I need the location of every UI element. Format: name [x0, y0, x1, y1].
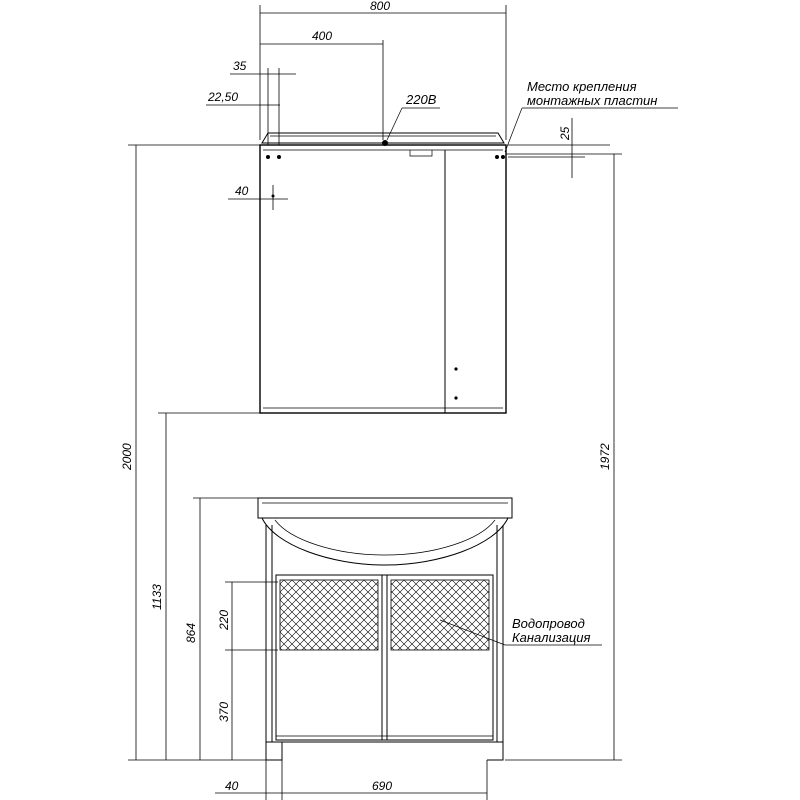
- mirror-body: [260, 145, 506, 413]
- dim-1133: [150, 413, 262, 760]
- dim-22-50: [206, 90, 280, 105]
- mount-hole-right-2: [501, 155, 505, 159]
- dim-864-label: 864: [184, 622, 198, 643]
- mount-hole-left-2: [277, 155, 281, 159]
- mount-hole-right-1: [495, 155, 499, 159]
- dim-400: [260, 29, 383, 140]
- dim-400-label: 400: [312, 29, 333, 43]
- dim-35-label: 35: [233, 59, 247, 73]
- dim-370: [217, 702, 231, 722]
- mirror-cabinet: [260, 133, 506, 413]
- dim-220: [217, 582, 278, 760]
- water-supply-label: Водопровод: [512, 616, 585, 631]
- dim-1133-label: 1133: [150, 584, 164, 610]
- mesh-panel-right: [391, 580, 489, 650]
- dim-25-label: 25: [558, 126, 572, 140]
- dim-22-50-label: 22,50: [208, 90, 239, 104]
- dim-35: [230, 59, 296, 145]
- mounting-label-line2: монтажных пластин: [527, 93, 658, 108]
- dim-370-label: 370: [217, 701, 231, 722]
- mount-hole-left-1: [266, 155, 270, 159]
- dim-40-bottom: [215, 760, 282, 800]
- sewage-label: Канализация: [512, 630, 591, 645]
- dim-40-bottom-label: 40: [225, 779, 239, 793]
- sink-top: [258, 498, 512, 518]
- dim-25: [508, 118, 610, 178]
- dim-1972-label: 1972: [598, 443, 612, 470]
- basin: [262, 518, 508, 565]
- dim-40-top-label: 40: [235, 184, 249, 198]
- socket-label: 220В: [406, 92, 437, 107]
- mounting-callout: [505, 79, 678, 152]
- dim-40-top: [228, 184, 288, 210]
- dim-220-label: 220: [217, 609, 231, 630]
- dim-690: [282, 760, 487, 800]
- dim-690-label: 690: [372, 779, 393, 793]
- dim-2000: [120, 145, 266, 760]
- vanity-unit: [258, 498, 512, 760]
- dim-1972: [505, 154, 622, 760]
- socket-icon: [382, 140, 388, 146]
- mounting-label-line1: Место крепления: [527, 79, 637, 94]
- dim-800-label: 800: [370, 0, 391, 13]
- mesh-panel-left: [280, 580, 378, 650]
- dim-2000-label: 2000: [120, 443, 134, 470]
